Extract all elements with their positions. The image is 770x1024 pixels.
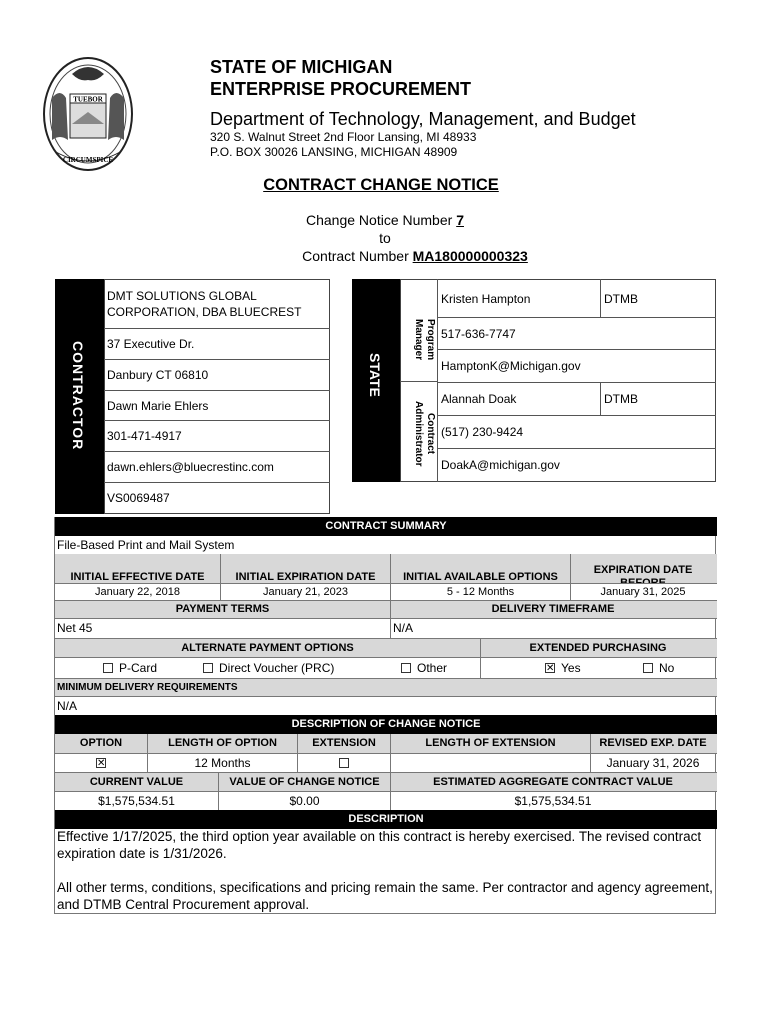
to-label: to xyxy=(379,230,391,246)
exp-date-before-header: EXPIRATION DATE xyxy=(570,554,715,600)
available-options-header: INITIAL AVAILABLE OPTIONS xyxy=(390,554,570,600)
contractor-contact: Dawn Marie Ehlers xyxy=(107,398,209,413)
contract-administrator-email: DoakA@michigan.gov xyxy=(441,458,560,472)
payment-options-row xyxy=(55,657,717,678)
extension-checkbox[interactable] xyxy=(339,758,349,768)
revised-exp-date: January 31, 2026 xyxy=(590,754,715,772)
length-of-extension-header: LENGTH OF EXTENSION xyxy=(390,734,590,753)
office-name: ENTERPRISE PROCUREMENT xyxy=(210,79,472,99)
agency-header xyxy=(210,56,471,100)
terms-header-row xyxy=(55,600,717,618)
michigan-state-seal xyxy=(42,54,134,172)
terms-value-row xyxy=(55,618,717,638)
min-delivery-header-row xyxy=(55,678,717,696)
extended-purchasing-header: EXTENDED PURCHASING xyxy=(480,639,715,657)
length-of-option: 12 Months xyxy=(147,754,297,772)
description-paragraph-1: Effective 1/17/2025, the third option year available on this contract is hereby exercised. The revised contract expiration date is 1/31/2026. xyxy=(57,829,702,861)
contractor-street: 37 Executive Dr. xyxy=(107,337,195,351)
seal-circumspice: CIRCUMSPICE xyxy=(62,156,114,164)
payment-options-header-row xyxy=(55,638,717,657)
min-delivery-row xyxy=(55,696,717,715)
aggregate-value: $1,575,534.51 xyxy=(390,792,715,810)
contract-summary-title: CONTRACT SUMMARY xyxy=(55,517,717,536)
min-delivery-value: N/A xyxy=(57,698,78,713)
length-of-extension xyxy=(390,754,590,772)
contract-number-label: Contract Number xyxy=(302,248,413,264)
delivery-timeframe-header: DELIVERY TIMEFRAME xyxy=(390,601,715,618)
change-value-header: VALUE OF CHANGE NOTICE xyxy=(218,773,390,791)
description-body xyxy=(55,828,717,913)
seal-motto: TUEBOR xyxy=(73,95,103,104)
alternate-payment-header: ALTERNATE PAYMENT OPTIONS xyxy=(181,641,354,654)
value-row xyxy=(55,791,717,810)
current-value: $1,575,534.51 xyxy=(98,793,175,808)
option-cell xyxy=(55,754,147,772)
direct-voucher-option[interactable] xyxy=(203,658,363,678)
contract-number: MA180000000323 xyxy=(412,248,528,264)
notice-title: CONTRACT CHANGE NOTICE xyxy=(263,176,499,194)
contract-administrator-label: Contract Administrator xyxy=(413,401,436,467)
contractor-vendor-id: VS0069487 xyxy=(107,491,170,505)
aggregate-value-header: ESTIMATED AGGREGATE CONTRACT VALUE xyxy=(390,773,715,791)
expiration-date: January 21, 2023 xyxy=(220,584,390,600)
contract-administrator-agency: DTMB xyxy=(604,392,638,406)
effective-date-header: INITIAL EFFECTIVE DATE xyxy=(70,570,205,583)
contract-number-line xyxy=(30,248,770,264)
expiration-date-header: INITIAL EXPIRATION DATE xyxy=(220,554,390,600)
direct-voucher-label: Direct Voucher (PRC) xyxy=(219,660,335,675)
pcard-checkbox[interactable] xyxy=(103,663,113,673)
change-value: $0.00 xyxy=(218,792,390,810)
contract-summary-table xyxy=(54,517,716,914)
pcard-label: P-Card xyxy=(119,660,158,675)
program-manager-name: Kristen Hampton xyxy=(441,291,531,306)
other-checkbox[interactable] xyxy=(401,663,411,673)
extended-yes-label: Yes xyxy=(561,660,581,675)
contractor-label: CONTRACTOR xyxy=(70,341,86,451)
program-manager-phone: 517-636-7747 xyxy=(441,326,516,341)
contract-description: File-Based Print and Mail System xyxy=(57,537,235,552)
state-label: STATE xyxy=(367,353,383,397)
street-address: 320 S. Walnut Street 2nd Floor Lansing, MI 48933 xyxy=(210,130,477,144)
direct-voucher-checkbox[interactable] xyxy=(203,663,213,673)
extended-no-label: No xyxy=(659,660,675,675)
delivery-timeframe: N/A xyxy=(390,619,715,638)
length-of-option-header: LENGTH OF OPTION xyxy=(147,734,297,753)
option-header: OPTION xyxy=(79,737,123,749)
contract-administrator-phone: (517) 230-9424 xyxy=(441,425,524,439)
min-delivery-header: MINIMUM DELIVERY REQUIREMENTS xyxy=(57,682,238,693)
revised-exp-date-header: REVISED EXP. DATE xyxy=(590,734,715,753)
description-paragraph-2: All other terms, conditions, specifications and pricing remain the same. Per contractor and agency agreement, and DTMB Central Procurement approval. xyxy=(57,880,713,912)
change-notice-number: 7 xyxy=(456,212,464,228)
other-label: Other xyxy=(417,660,448,675)
extended-yes-option[interactable] xyxy=(545,658,605,678)
dates-value-row xyxy=(55,583,717,600)
payment-terms: Net 45 xyxy=(57,621,93,635)
effective-date: January 22, 2018 xyxy=(94,585,180,598)
state-name: STATE OF MICHIGAN xyxy=(210,57,393,77)
change-description-title: DESCRIPTION OF CHANGE NOTICE xyxy=(55,715,717,734)
po-box-address: P.O. BOX 30026 LANSING, MICHIGAN 48909 xyxy=(210,145,458,159)
pcard-option[interactable] xyxy=(103,658,173,678)
change-header-row xyxy=(55,734,717,753)
program-manager-email: HamptonK@Michigan.gov xyxy=(441,359,581,373)
contract-administrator-name: Alannah Doak xyxy=(441,392,517,406)
contractor-city: Danbury CT 06810 xyxy=(107,368,209,382)
extended-no-option[interactable] xyxy=(643,658,693,678)
contractor-email: dawn.ehlers@bluecrestinc.com xyxy=(107,460,274,474)
state-label-bar xyxy=(352,279,400,482)
extension-header: EXTENSION xyxy=(297,734,390,753)
payment-terms-header: PAYMENT TERMS xyxy=(175,603,270,615)
other-option[interactable] xyxy=(401,658,471,678)
department-name: Department of Technology, Management, and Budget xyxy=(210,109,636,129)
change-value-row xyxy=(55,753,717,772)
value-header-row xyxy=(55,772,717,791)
extended-no-checkbox[interactable] xyxy=(643,663,653,673)
contractor-phone: 301-471-4917 xyxy=(107,429,182,443)
contractor-label-bar xyxy=(55,279,104,514)
contractor-name: DMT SOLUTIONS GLOBAL CORPORATION, DBA BLUECREST xyxy=(107,289,302,319)
available-options: 5 - 12 Months xyxy=(390,584,570,600)
description-title: DESCRIPTION xyxy=(55,810,717,829)
program-manager-agency: DTMB xyxy=(604,291,638,306)
option-checkbox[interactable]: ✕ xyxy=(97,758,106,769)
program-manager-label: Program Manager xyxy=(413,319,436,361)
exp-date-before: January 31, 2025 xyxy=(570,584,715,600)
change-notice-line xyxy=(0,212,770,228)
change-notice-label: Change Notice Number xyxy=(306,212,457,228)
contract-description-row xyxy=(55,536,717,554)
extended-yes-checkbox[interactable]: ✕ xyxy=(546,663,555,674)
current-value-header: CURRENT VALUE xyxy=(89,775,184,788)
extension-cell xyxy=(297,754,390,772)
